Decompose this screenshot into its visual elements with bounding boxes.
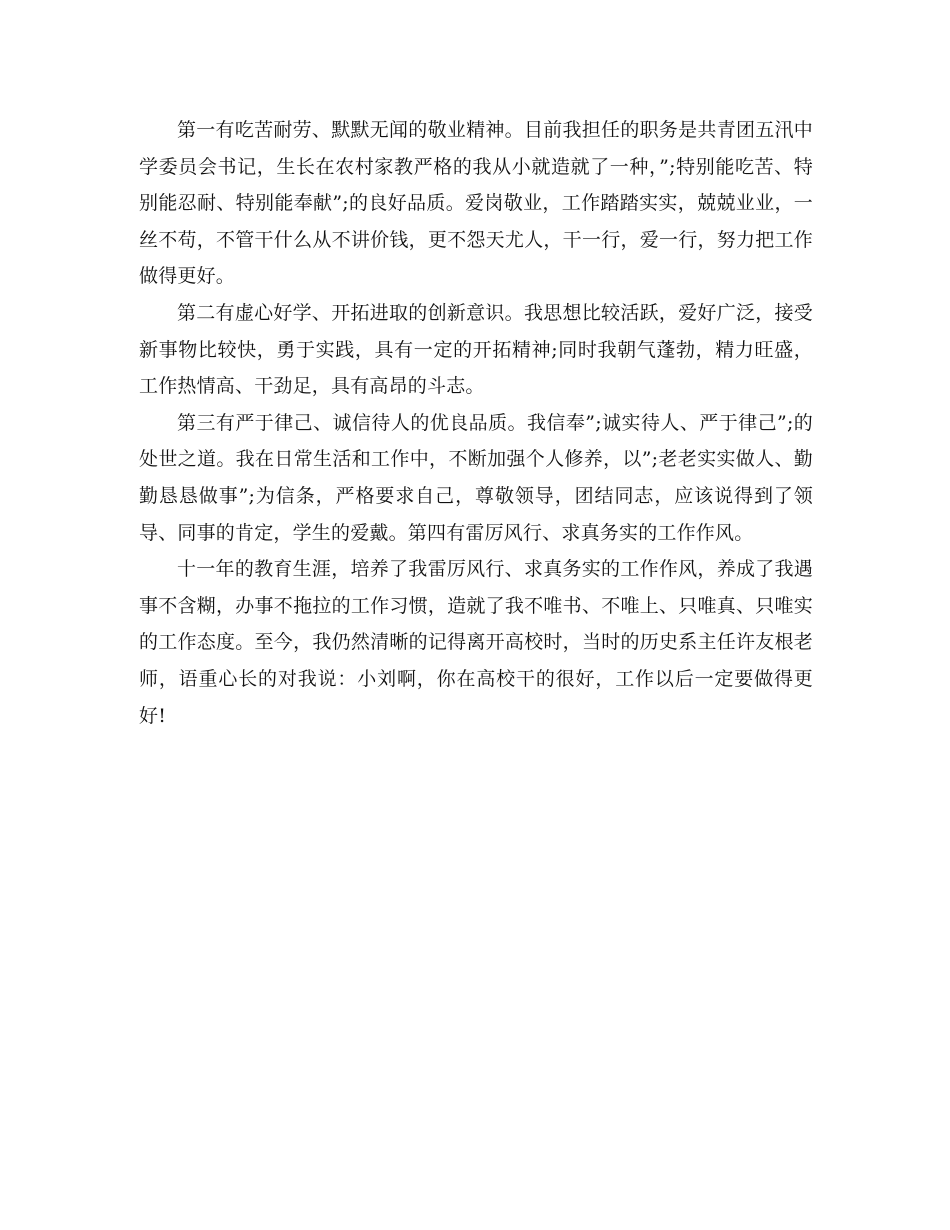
paragraph-teaching-career: 十一年的教育生涯，培养了我雷厉风行、求真务实的工作作风，养成了我遇事不含糊，办事不拖拉的工作习惯，造就了我不唯书、不唯上、只唯真、只唯实的工作态度。至今，我仍然清晰的记得离开高校时，当时的历史系主任许友根老师，语重心长的对我说：小刘啊，你在高校干的很好，工作以后一定要做得更好! [139,558,813,727]
document-page [139,112,813,734]
paragraph-innovation: 第二有虚心好学、开拓进取的创新意识。我思想比较活跃，爱好广泛，接受新事物比较快，勇于实践，具有一定的开拓精神;同时我朝气蓬勃，精力旺盛，工作热情高、干劲足，具有高昂的斗志。 [139,301,813,398]
paragraph-integrity: 第三有严于律己、诚信待人的优良品质。我信奉”;诚实待人、严于律己”;的处世之道。我在日常生活和工作中，不断加强个人修养，以”;老老实实做人、勤勤恳恳做事”;为信条，严格要求自己，尊敬领导，团结同志，应该说得到了领导、同事的肯定，学生的爱戴。第四有雷厉风行、求真务实的工作作风。 [139,411,813,544]
paragraph-work-ethic: 第一有吃苦耐劳、默默无闻的敬业精神。目前我担任的职务是共青团五汛中学委员会书记，生长在农村家教严格的我从小就造就了一种，”;特别能吃苦、特别能忍耐、特别能奉献”;的良好品质。爱岗敬业，工作踏踏实实，兢兢业业，一丝不苟，不管干什么从不讲价钱，更不怨天尤人，干一行，爱一行，努力把工作做得更好。 [139,119,813,288]
